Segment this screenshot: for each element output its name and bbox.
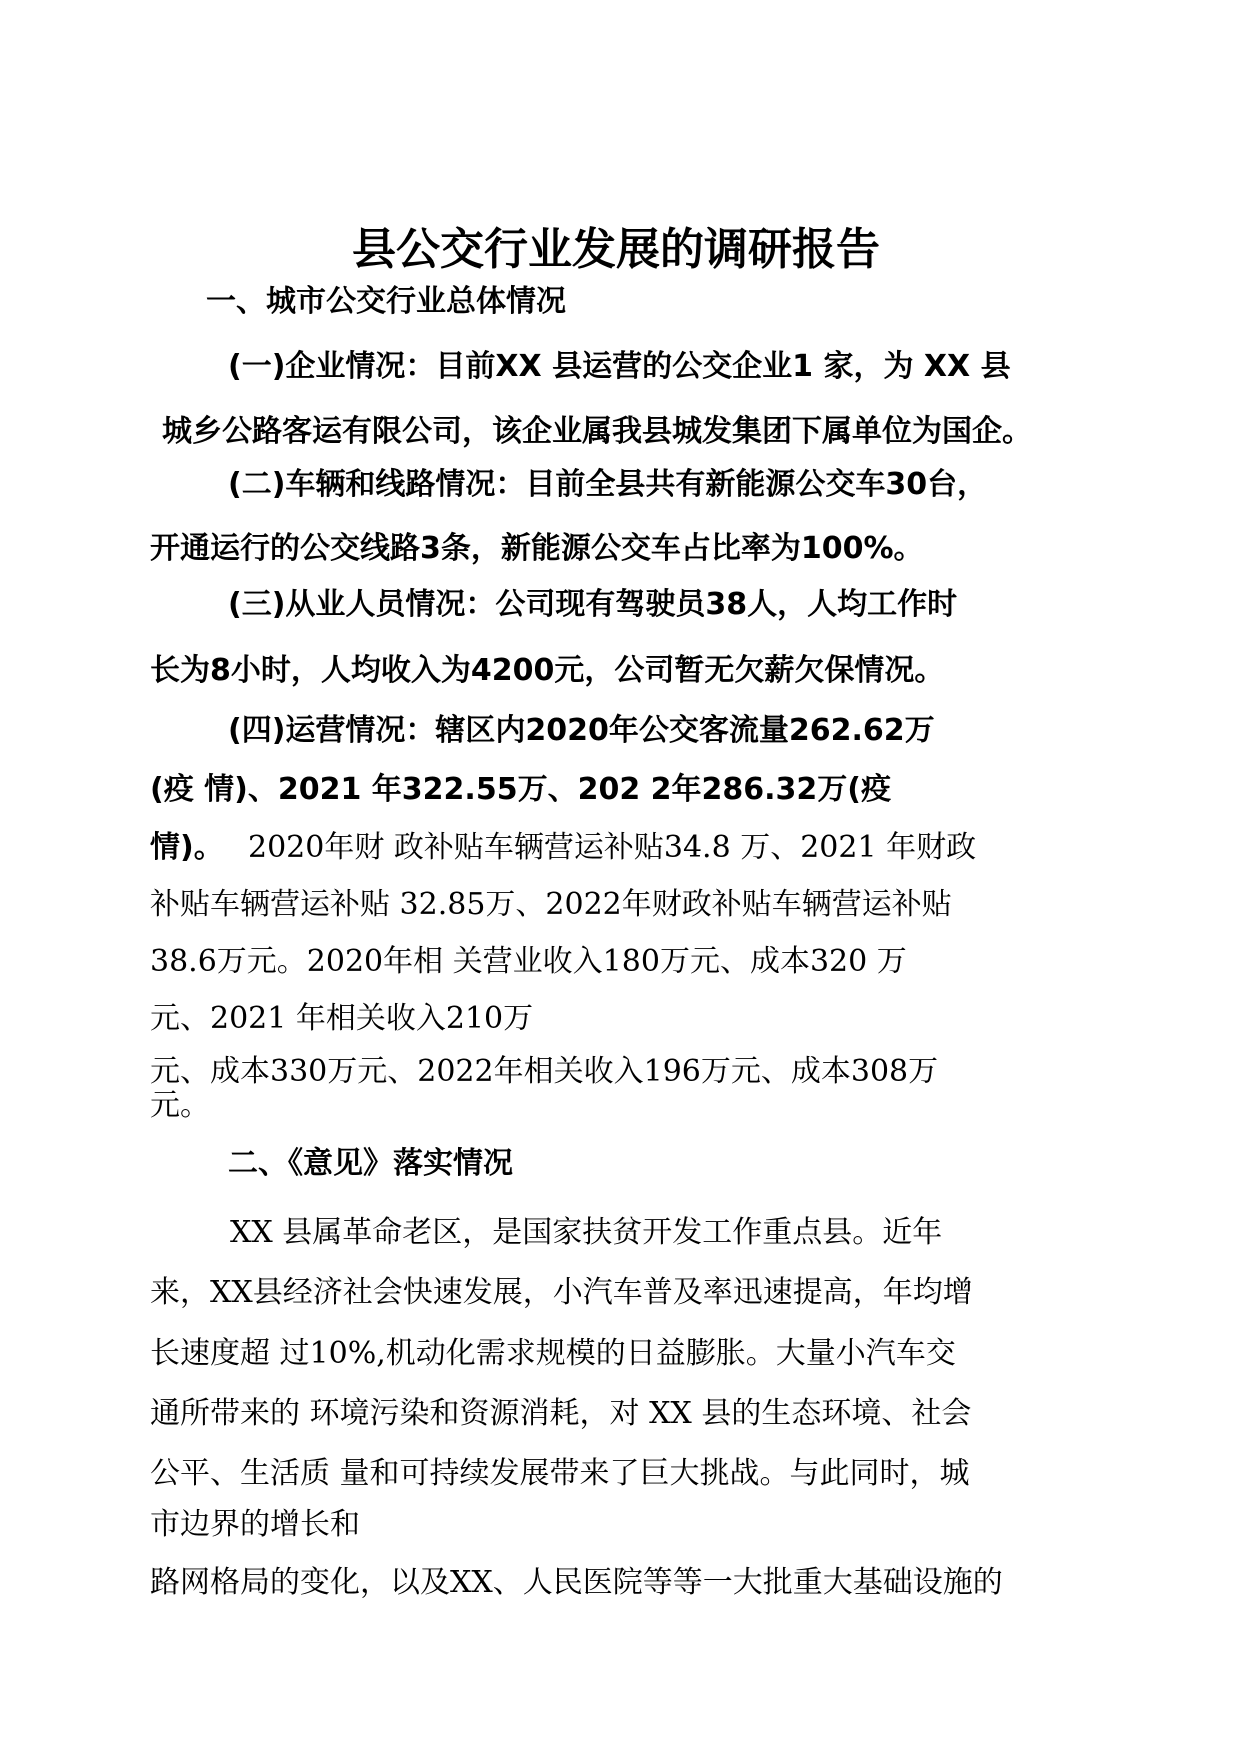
paragraph-line: (疫 情)、2021 年322.55万、202 2年286.32万(疫 [150,772,891,807]
paragraph-line: 元、2021 年相关收入210万 [150,1001,534,1036]
paragraph-line: 2020年财 政补贴车辆营运补贴34.8 万、2021 年财政 [248,830,977,865]
section-2-heading: 二、《意见》落实情况 [228,1146,513,1181]
paragraph-line: 来，XX县经济社会快速发展，小汽车普及率迅速提高，年均增 [150,1275,973,1310]
paragraph-line: 公平、生活质 量和可持续发展带来了巨大挑战。与此同时，城 [150,1456,970,1491]
paragraph-line: (三)从业人员情况：公司现有驾驶员38人，人均工作时 [228,587,958,622]
paragraph-line: 开通运行的公交线路3条，新能源公交车占比率为100%。 [150,531,924,566]
paragraph-line: (二)车辆和线路情况：目前全县共有新能源公交车30台， [228,467,988,502]
paragraph-line: 长速度超 过10%,机动化需求规模的日益膨胀。大量小汽车交 [150,1336,956,1371]
paragraph-line: 情)。 [150,830,224,865]
paragraph-line: 城乡公路客运有限公司，该企业属我县城发集团下属单位为国企。 [162,414,1032,449]
section-1-heading: 一、城市公交行业总体情况 [206,284,566,319]
paragraph-line: 通所带来的 环境污染和资源消耗，对 XX 县的生态环境、社会 [150,1396,972,1431]
document-title: 县公交行业发展的调研报告 [352,224,880,275]
paragraph-line: 长为8小时，人均收入为4200元，公司暂无欠薪欠保情况。 [150,653,945,688]
paragraph-line: 元。 [150,1088,210,1123]
paragraph-line: 补贴车辆营运补贴 32.85万、2022年财政补贴车辆营运补贴 [150,887,952,922]
paragraph-line: 元、成本330万元、2022年相关收入196万元、成本308万 [150,1054,939,1089]
paragraph-line: (四)运营情况：辖区内2020年公交客流量262.62万 [228,713,935,748]
paragraph-line: (一)企业情况：目前XX 县运营的公交企业1 家，为 XX 县 [228,349,1011,384]
paragraph-line: 市边界的增长和 [150,1507,360,1542]
paragraph-line: 38.6万元。2020年相 关营业收入180万元、成本320 万 [150,944,907,979]
paragraph-line: 路网格局的变化，以及XX、人民医院等等一大批重大基础设施的 [150,1565,1003,1600]
paragraph-line: XX 县属革命老区，是国家扶贫开发工作重点县。近年 [230,1215,943,1250]
